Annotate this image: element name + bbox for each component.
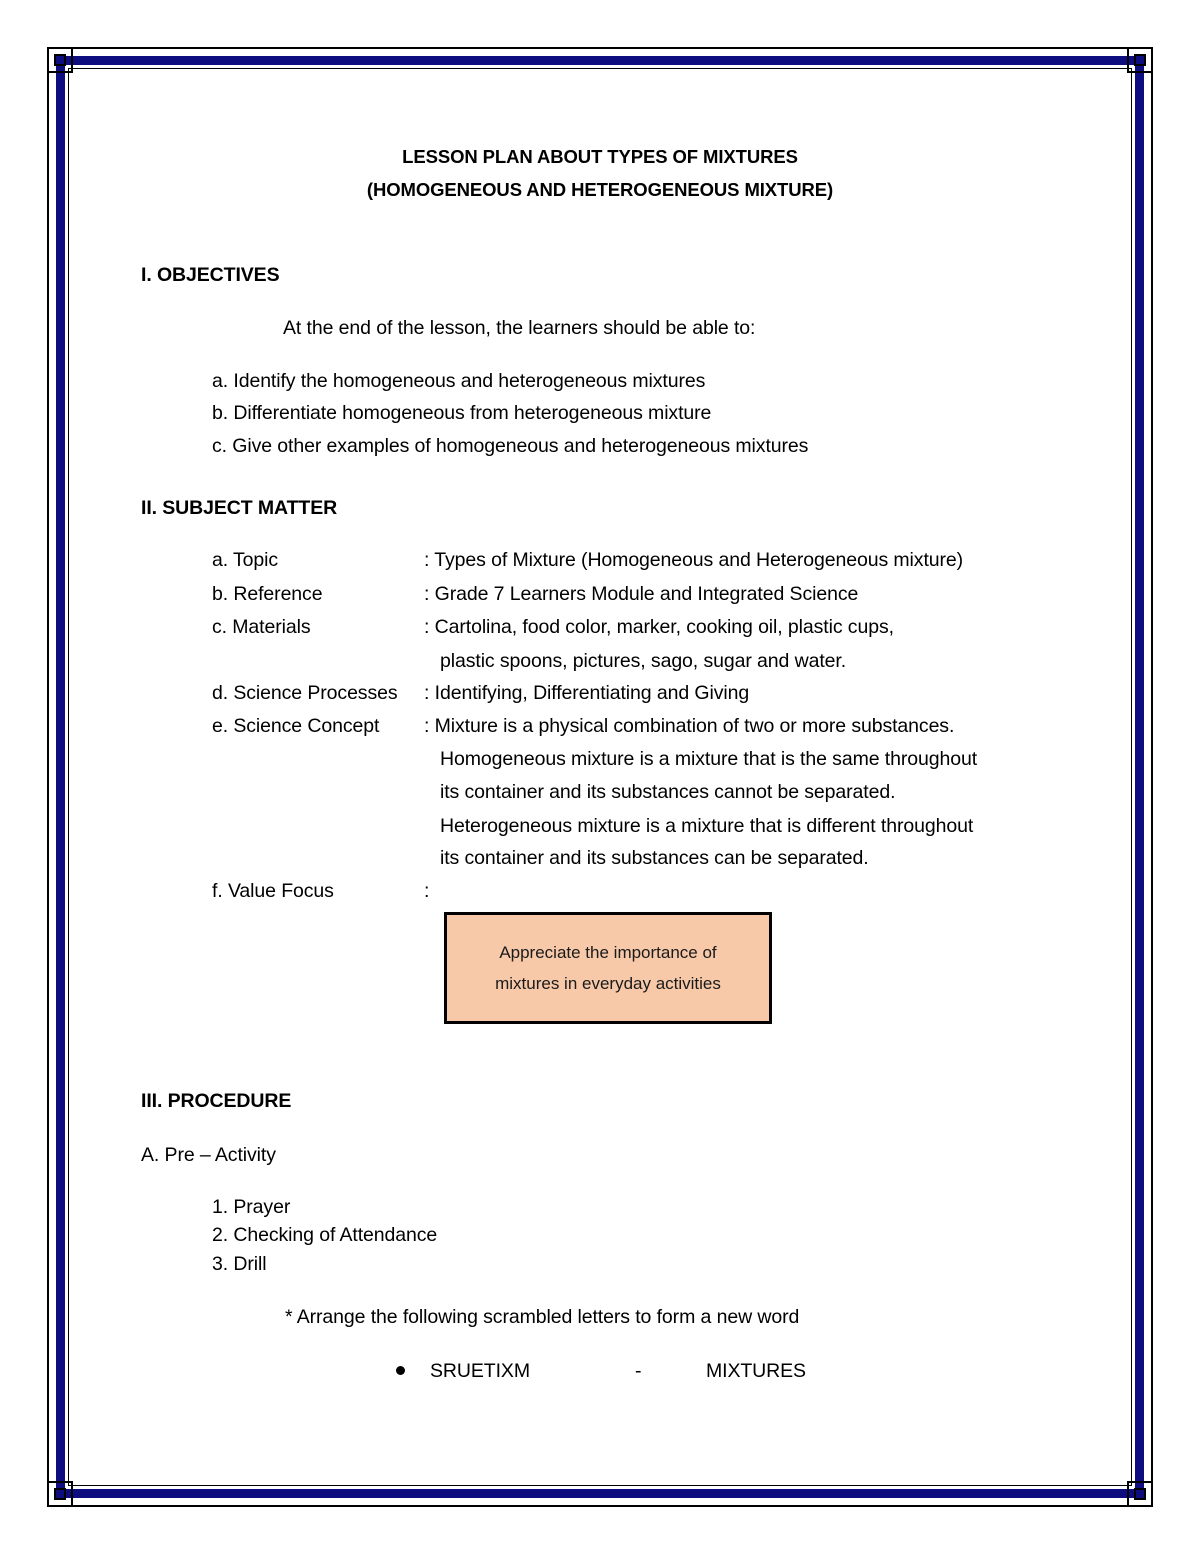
value-focus-line: Appreciate the importance of [499,943,717,962]
subject-value-concept-cont: its container and its substances can be separated. [440,847,869,869]
border-corner-top-left [47,47,73,73]
subject-value-processes: : Identifying, Differentiating and Giving [424,682,750,704]
scrambled-word: SRUETIXM [430,1360,530,1382]
value-focus-box [444,912,772,1024]
objective-item: b. Differentiate homogeneous from heterogeneous mixture [212,402,712,424]
objectives-intro: At the end of the lesson, the learners should be able to: [283,317,756,339]
border-corner-bottom-right [1127,1481,1153,1507]
subject-value-concept-cont: Homogeneous mixture is a mixture that is the same throughout [440,748,978,770]
subject-label-reference: b. Reference [212,583,323,605]
subject-value-concept-cont: its container and its substances cannot be separated. [440,781,896,803]
drill-instruction: * Arrange the following scrambled letters to form a new word [285,1306,800,1328]
subject-value-concept: : Mixture is a physical combination of two or more substances. [424,715,955,737]
procedure-item: 3. Drill [212,1253,267,1275]
subject-label-materials: c. Materials [212,616,311,638]
subject-label-concept: e. Science Concept [212,715,380,737]
scramble-dash: - [635,1360,642,1382]
subject-value-materials-cont: plastic spoons, pictures, sago, sugar and water. [440,650,847,672]
unscrambled-word: MIXTURES [706,1360,806,1382]
procedure-item: 1. Prayer [212,1196,291,1218]
subject-label-value-focus: f. Value Focus [212,880,334,902]
objectives-heading: I. OBJECTIVES [141,264,280,286]
value-focus-line: mixtures in everyday activities [495,974,721,993]
procedure-heading: III. PROCEDURE [141,1090,292,1112]
subject-label-topic: a. Topic [212,549,279,571]
bullet-icon [396,1366,405,1375]
border-corner-bottom-left [47,1481,73,1507]
pre-activity-heading: A. Pre – Activity [141,1144,276,1166]
objective-item: c. Give other examples of homogeneous and heterogeneous mixtures [212,435,809,457]
subject-label-processes: d. Science Processes [212,682,398,704]
procedure-item: 2. Checking of Attendance [212,1224,438,1246]
border-corner-top-right [1127,47,1153,73]
subject-value-materials: : Cartolina, food color, marker, cooking oil, plastic cups, [424,616,894,638]
subject-value-reference: : Grade 7 Learners Module and Integrated Science [424,583,859,605]
subject-value-value-focus: : [424,880,430,902]
page-subtitle: (HOMOGENEOUS AND HETEROGENEOUS MIXTURE) [366,179,834,200]
page-title: LESSON PLAN ABOUT TYPES OF MIXTURES [402,146,798,167]
objective-item: a. Identify the homogeneous and heterogeneous mixtures [212,370,706,392]
subject-matter-heading: II. SUBJECT MATTER [141,497,338,519]
subject-value-topic: : Types of Mixture (Homogeneous and Heterogeneous mixture) [424,549,964,571]
subject-value-concept-cont: Heterogeneous mixture is a mixture that is different throughout [440,815,974,837]
